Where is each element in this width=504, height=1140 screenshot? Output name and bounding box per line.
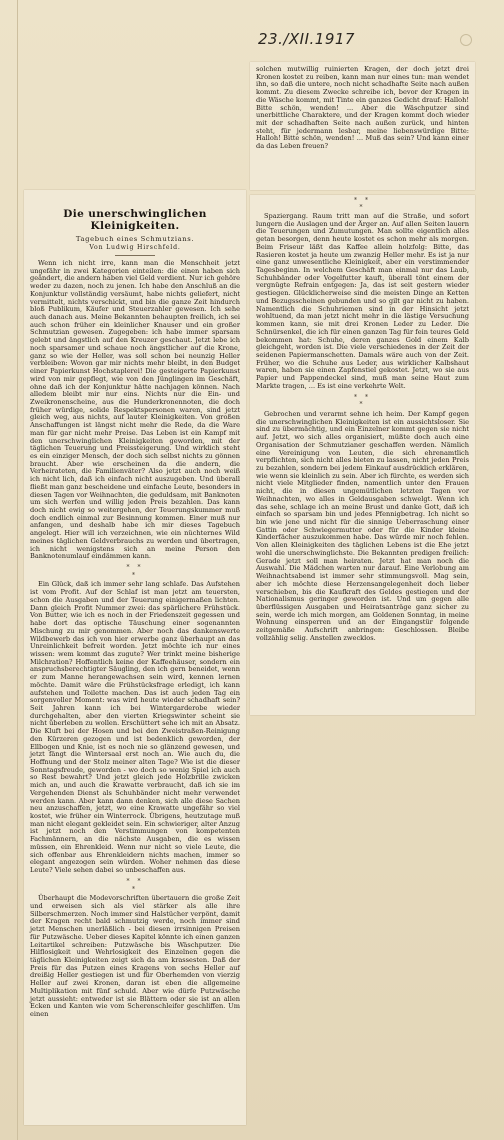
left-paragraph: Überhaupt die Modevorschriften übertauern die große Zeit und erweisen sich als viel stärker als alle ihre Silberschmerzen. Noch immer sind Halstücher verpönt, damit der Kragen recht bald schmutzig werde, noch immer sind jetzt Menschen unerläßlich - bei diesen irrsinnigen Preisen für Putzwäsche. Ueber dieses Kapitel könnte ich einen ganzen Leitartikel schreiben: Putzwäsche bis Wäschputzer. Die Hilflosigkeit und Wehrlosigkeit des Einzelnen gegen die täglichen Kleinigkeiten zeigt sich da am krassesten. Daß der Preis für das Putzen eines Kragens von sechs Heller auf dreißig Heller gestiegen ist und für Oberhemden von vierzig Heller auf zwei Kronen, daran ist eben die allgemeine Multiplikation mit fünf schuld. Aber wie dürfe Putzwäsche jetzt aussieht: entweder ist sie Blättern oder sie ist an allen Ecken und Kanten wie vom Scherenschleifer geschliffen. Um einen (30, 894, 240, 1018)
section-divider: * * * (354, 197, 371, 211)
faded-print-mark (185, 6, 255, 28)
section-divider: * * * (354, 393, 371, 409)
clipping-right-column (250, 195, 475, 715)
left-paragraph: Ein Glück, daß ich immer sehr lang schlafe. Das Aufstehen ist vom Profit. Auf der Schlaf ist man jetzt am teuersten, schon die Ausgaben und der Teuerung einigermaßen lichten. Dann gleich Profit Nummer zwei: das spärlichere Frühstück. Von Butter, wie ich es noch in der Friedenszeit gegessen und habe dort das optische Täuschung einer sogenannten Mischung zu mir genommen. Aber noch das dankenswerte Wildbewerb das ich von hier erwerbe ganz überhaupt an das Unreinlichkeit befreit worden. Jetzt möchte ich nur eines wissen: wem kommt das zugute? Wer trinkt meine bisherige Milchration? Hoffentlich keine der Kaffeehäuser, sondern ein anspruchsberechtigter Säugling, den ich gern beneidet, wenn er zum Manne herangewachsen sein wird, kennen lernen möchte. Damit wäre die Frühstücksfrage erledigt, ich kann aufstehen und Toilette machen. Das ist auch jeden Tag ein sorgenvoller Moment: was wird heute wieder schadhaft sein? Seit Jahren kann ich bei Wintergarderobe wieder durchgehalten, aber den vierten Kriegswinter scheint sie nicht überleben zu wollen. Erschüttert sehe ich mit an Absatz. Die Kluft bei der Hosen und bei den Zweistraßen-Reinigung den Kürzeren gezogen und ist bedenklich geworden, der Ellbogen und Knie, ist es noch nie so glänzend gewesen, und jetzt fängt die Wintersaal erst noch an. Wie auch du, die Hoffnung und der Stolz meiner alten Tage? Wie ist die dieser Sonntagsfreude, geworden - wo doch so wenig Spiel ich auch so Rest bewahrt? Und jetzt gleich jede Holzbrille zwicken mich an, und auch die Krawatte verbraucht, daß ich sie im Vergehenden Dienst als Schuhbänder nicht mehr verwendet werden kann. Aber kann dann denken, sich alle diese Sachen neu anzuschaffen, jetzt, wo eine Krawatte ungefähr so viel kostet, wie früher ein Winterrock. Übrigens, heutzutage muß man nicht elegant gekleidet sein. Ein schwieriger, alter Anzug ist jetzt noch den Verstimmungen von kompetenten Fachmännern, an die nächste Ausgaben, die es wissen müssen, ein Ehrenkleid. Wenn nur nicht so viele Leute, die sich offenbar aus Ehrenkleidern nichts machen, immer so elegant angezogen sein würden. Woher nehmen das diese Leute? Viele sehen dabei so unbeschaffen aus. (30, 580, 240, 875)
title-rule (115, 255, 155, 256)
right-top-text: solchen mutwillig ruinierten Kragen, der doch jetzt drei Kronen kostet zu reiben, kann man nur eines tun: man wendet ihn, so daß die untere, noch nicht schadhafte Seite nach außen kommt. Zu diesem Zwecke schreibe ich, bevor der Kragen in die Wäsche kommt, mit Tinte ein ganzes Gedicht drauf: Halloh! Bitte schön, wenden! ... Aber die Wäschputzer sind unerbittliche Charaktere, und der Kragen kommt doch wieder mit der schadhaften Seite nach außen zurück, und hinten steht, für jedermann lesbar, meine liebenswürdige Bitte: Halloh! Bitte schön, wenden! ... Muß das sein? Und kann einer da das Leben freuen? (256, 65, 469, 151)
handwritten-date: 23./XII.1917 (258, 30, 355, 48)
article-title: Die unerschwinglichen Kleinigkeiten. (63, 208, 207, 232)
article-author: Von Ludwig Hirschfeld. (89, 244, 181, 251)
section-divider: * * * (126, 877, 144, 893)
right-paragraph: Gebrochen und verarmt sehne ich heim. Der Kampf gegen die unerschwinglichen Kleinigkeiten ist ein aussichtsloser. Sie sind zu übermächtig, und ein Einzelner kommt gegen sie nicht auf. Jetzt, wo sich alles organisiert, müßte doch auch eine Organisation der Schmutzianer geschaffen werden. Nämlich eine Vereinigung von Leuten, die sich ehrenamtlich verpflichten, sich nicht alles bieten zu lassen, nicht jeden Preis zu bezahlen, sondern bei jedem Einkauf ausdrücklich erklären, wie wenn sie kleinlich zu sein. Aber ich fürchte, es werden sich nicht viele Mitglieder finden, namentlich unter den Frauen nicht, die in diesen ungemütlichen letzten Tagen vor Weihnachten, wo alles in Geldausgaben schwelgt. Wenn ich das sehe, schlage ich an meine Brust und danke Gott, daß ich einfach so sparsam bin und jedes Pfennigbetrag. Ich nicht so bin wie jene und nicht für die sinnige Ueberraschung einer Gattin oder Schwiegermutter oder für die Kinder kleine Kinderfächer auszukommen habe. Das würde mir noch fehlen. Von allen Kleinigkeiten des täglichen Lebens ist die Ehe jetzt wohl die unerschwinglichste. Die Bekannten predigen freilich: Gerade jetzt soll man heiraten. Jetzt hat man noch die Auswahl. Die Mädchen warten nur darauf. Eine Verlobung am Weihnachtsabend ist immer sehr stimmungsvoll. Mag sein, aber ich möchte diese Herzensangelegenheit doch lieber verschieben, bis die Kaufkraft des Geldes gestiegen und der Nationalismus geringer geworden ist. Und um gegen alle überflüssigen Ausgaben und Heiratsanträge ganz sicher zu sein, werde ich mich morgen, am Goldenen Sonntag, in meine Wohnung einsperren und an der Eingangstür folgende zeitgemäße Aufschrift anbringen: Geschlossen. Bleibe vollzählig selig. Anstellen zwecklos. (256, 409, 469, 642)
corner-mark (460, 34, 472, 46)
article-subtitle: Tagebuch eines Schmutzians. (75, 235, 195, 243)
clipping-right-top (250, 62, 475, 190)
left-paragraph: Wenn ich nicht irre, kann man die Menschheit jetzt ungefähr in zwei Kategorien einteilen: die einen haben sich geändert, die andern haben viel Geld verdient. Nur ich gehöre weder zu dazen, noch zu jenen. Ich habe den Anschluß an die Konjunktur vollständig versäumt, habe nichts geliefert, nicht vermittelt, nichts verschickt, und bin die ganze Zeit hindurch bloß Publikum, Käufer und Steuerzahler gewesen. Ich sehe auch danach aus. Meine Bekannten behaupten freilich, ich sei auch schon früher ein kleinlicher Knauser und ein großer Schmutzian gewesen. Zugegeben: ich habe immer sparsam gelebt und ängstlich auf den Kreuzer geschaut. Jetzt lebe ich noch sparsamer und schaue noch ängstlicher auf die Krone, ganz so wie der Heller, was soll schon bei neunzig Heller verbleiben: Wovon gar mir nichts mehr bleibt, in den Budget einer Papierkunst Hochstaplerei! Die gesteigerte Papierkunst wird von mir gepflegt, wie von den Jünglingen im Geschäft, ohne daß ich der Konjunktur hätte nachjagen können. Nach alledem bleibt mir nur eins. Nichts nur die Ein- und Zweikronenscheine, aus die Hunderkronennoten, die doch früher würdige, solide Respektspersonen waren, sind jetzt gleich weg, aus nichts, auf lauter Kleinigkeiten. Von großen Anschaffungen ist längst nicht mehr die Rede, da die Ware man für gar nicht mehr Preise. Das Leben ist ein Kampf mit den unerschwinglichen Kleinigkeiten geworden, mit der täglichen Teuerung und Preissteigerung. Und wirklich steht es ein einziger Mensch, der doch sich selbst nichts zu gönnen braucht. Aber wie erscheinen da die andern, die Verheirateten, die Familienväter? Also jetzt auch noch weiß ich nicht lich, daß ich einfach nicht auszugeben. Und überall fließt man ganz bescheidene und einfache Leute, besonders in diesen Tagen vor Weihnachten, die geduldsam, mit Banknoten um sich werfen und willig jeden Preis bezahlen. Das kann doch nicht ewig so weitergehen, der Teuerungskummer muß doch endlich einmal zur Besinnung kommen. Einer muß nur anfangen, und deshalb habe ich mir dieses Tagebuch angelegt. Hier will ich verzeichnen, wie ein nüchternes Wild meines täglichen Geldverbrauchs zu werden und übertragen, ich nicht wenigstens sich an meine Person den Banknotenumlauf eindämmen kann. (30, 259, 240, 561)
clipping-left-column (24, 190, 246, 1125)
section-divider: * * * (126, 564, 144, 579)
right-paragraph: Spaziergang. Raum tritt man auf die Straße, und sofort lungern die Auslagen und der Ärger an. Auf allen Seiten lauern die Teuerungen und Zumutungen. Man sollte eigentlich alles getan besorgen, denn heute kostet es schon mehr als morgen. Beim Friseur läßt das Kaffee allein holzfolg: Bitte, das Rasieren kostet ja heute um zwanzig Heller mehr. Es ist ja nur eine ganz unwesentliche Kleinigkeit, aber ein verstimmender Tagesbeginn. In welchem Geschäft man einmal nur das Laub, Schuhbänder oder Vogelfutter kauft, überall tönt einem der vergnügte Refrain entgegen: Ja, das ist seit gestern wieder gestiegen. Glücklicherweise sind die meisten Dinge an Ketten und Bezugsscheinen gebunden und so gilt gar nicht zu haben. Namentlich die Schuhriemen sind in der Hinsicht jetzt wohltuend, da man jetzt nicht mehr in die lästige Versuchung kommen kann, sie mit drei Kronen Leder zu Leder. Die Schnürsenkel, die ich für einen ganzen Tag für fein teures Geld bekommen hat: Schuhe, deren ganzes Gold einem Kalb gleichgeht, worden ist. Die viele verschiedenes in der Zeit der seidenen Papiermanschetten. Damals wäre auch von der Zeit. Früher, wo die Schuhe aus Leder, aus wirklicher Kalbshaut waren, haben sie einen Zapfenstiel gekostet. Jetzt, wo sie aus Papier und Pappendeckel sind, muß man seine Haut zum Markte tragen, ... Es ist eine verkehrte Welt. (256, 212, 469, 390)
page-edge-line (17, 0, 18, 1140)
